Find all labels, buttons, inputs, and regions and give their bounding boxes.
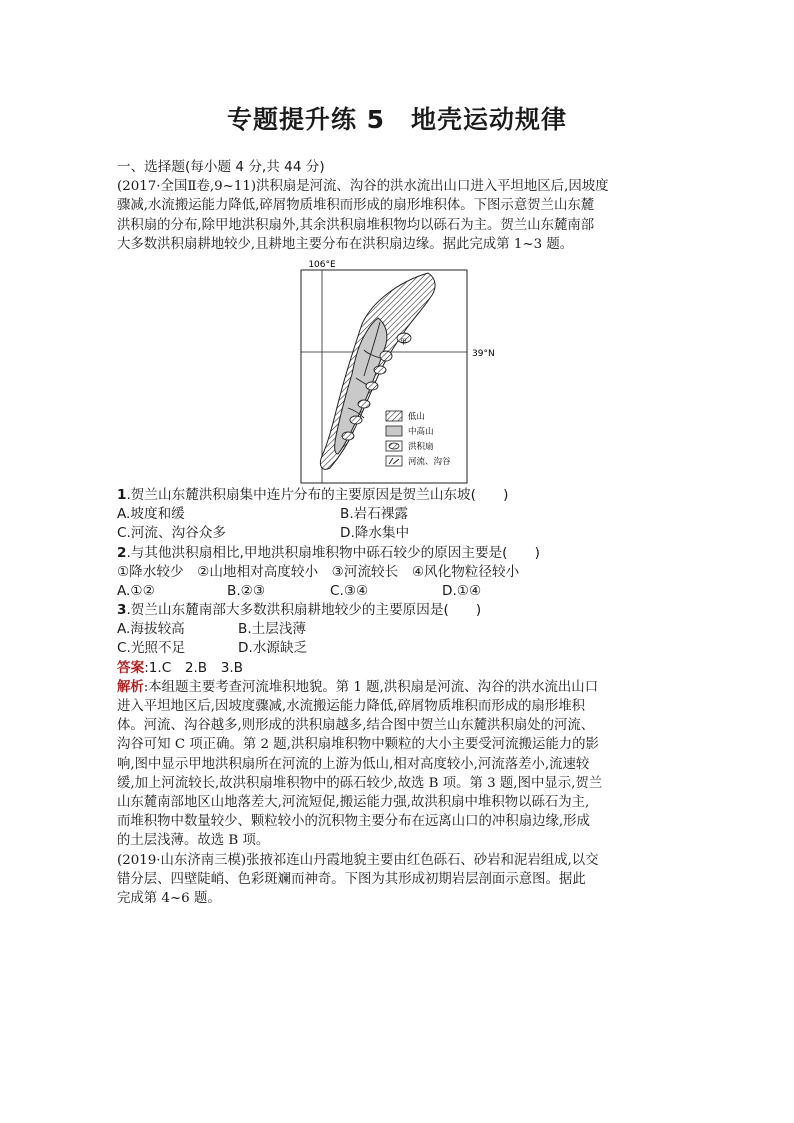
option-row	[117, 582, 681, 601]
option-b: B.土层浅薄	[238, 621, 307, 638]
analysis-line: 山东麓南部地区山地落差大,河流短促,搬运能力强,故洪积扇中堆积物以砾石为主,	[117, 794, 590, 810]
option-c: C.光照不足	[117, 640, 186, 657]
legend-mid-high-mountain: 中高山	[408, 426, 434, 437]
option-a: A.①②	[117, 582, 155, 599]
intro-line: 错分层、四壁陡峭、色彩斑斓而神奇。下图为其形成初期岩层剖面示意图。据此	[117, 871, 586, 887]
option-a: A.海拔较高	[117, 621, 185, 638]
option-row	[117, 524, 681, 543]
question-2	[117, 544, 681, 602]
option-a: A.坡度和缓	[117, 506, 185, 523]
intro-line: 大多数洪积扇耕地较少,且耕地主要分布在洪积扇边缘。据此完成第 1~3 题。	[117, 236, 574, 252]
option-c: C.河流、沟谷众多	[117, 525, 226, 542]
option-row	[117, 505, 681, 524]
question-stem: 2.与其他洪积扇相比,甲地洪积扇堆积物中砾石较少的原因主要是( )	[117, 544, 540, 561]
answer-text: :1.C 2.B 3.B	[144, 659, 244, 676]
page-title: 专题提升练 5 地壳运动规律	[226, 105, 568, 134]
intro-passage-1	[117, 177, 681, 254]
analysis-line: 而堆积物中数量较少、颗粒较小的沉积物主要分布在远离山口的冲积扇边缘,形成	[117, 814, 590, 830]
intro-line: 骤减,水流搬运能力降低,碎屑物质堆积而形成的扇形堆积体。下图示意贺兰山东麓	[117, 198, 595, 214]
longitude-label: 106°E	[308, 259, 336, 270]
analysis-line: 解析:本组题主要考查河流堆积地貌。第 1 题,洪积扇是河流、沟谷的洪水流出山口	[117, 679, 599, 695]
analysis-line: 响,图中显示甲地洪积扇所在河流的上游为低山,相对高度较小,河流落差小,流速较	[117, 756, 590, 772]
svg-text:甲: 甲	[400, 337, 407, 346]
question-3	[117, 601, 681, 659]
intro-line: 完成第 4~6 题。	[117, 890, 221, 906]
analysis-line: 进入平坦地区后,因坡度骤减,水流搬运能力降低,碎屑物质堆积而形成的扇形堆积	[117, 699, 586, 714]
answer-line	[117, 659, 681, 678]
analysis-line: 体。河流、沟谷越多,则形成的洪积扇越多,结合图中贺兰山东麓洪积扇处的河流、	[117, 718, 595, 734]
legend-alluvial-fan: 洪积扇	[408, 441, 434, 452]
alluvial-fan-map	[300, 258, 495, 484]
latitude-label: 39°N	[472, 348, 495, 359]
analysis-block	[117, 678, 681, 851]
intro-line: 洪积扇的分布,除甲地洪积扇外,其余洪积扇堆积物均以砾石为主。贺兰山东麓南部	[117, 217, 595, 233]
section-heading: 一、选择题(每小题 4 分,共 44 分)	[117, 159, 325, 175]
question-stem: 3.贺兰山东麓南部大多数洪积扇耕地较少的主要原因是( )	[117, 602, 482, 619]
intro-passage-2	[117, 851, 681, 909]
option-d: D.降水集中	[340, 525, 410, 542]
question-statements: ①降水较少 ②山地相对高度较小 ③河流较长 ④风化物粒径较小	[117, 563, 520, 580]
content-body	[117, 158, 681, 908]
legend-low-mountain: 低山	[408, 411, 426, 422]
analysis-line: 沟谷可知 C 项正确。第 2 题,洪积扇堆积物中颗粒的大小主要受河流搬运能力的影	[117, 737, 599, 753]
legend-river-gully: 河流、沟谷	[408, 456, 451, 467]
option-row	[117, 620, 681, 639]
option-b: B.岩石裸露	[340, 506, 409, 523]
analysis-label: 解析	[117, 679, 144, 695]
option-row	[117, 639, 681, 658]
intro-line: (2019·山东济南三模)张掖祁连山丹霞地貌主要由红色砾石、砂岩和泥岩组成,以交	[117, 852, 599, 868]
option-d: D.水源缺乏	[238, 640, 308, 657]
option-c: C.③④	[330, 582, 369, 599]
option-d: D.①④	[442, 582, 482, 599]
analysis-line: 缓,加上河流较长,故洪积扇堆积物中的砾石较少,故选 B 项。第 3 题,图中显示,贺兰	[117, 775, 603, 791]
intro-line: (2017·全国Ⅱ卷,9~11)洪积扇是河流、沟谷的洪水流出山口进入平坦地区后,因坡度	[117, 179, 609, 195]
analysis-line: 的土层浅薄。故选 B 项。	[117, 833, 270, 849]
option-b: B.②③	[227, 582, 266, 599]
question-stem: 1.贺兰山东麓洪积扇集中连片分布的主要原因是贺兰山东坡( )	[117, 486, 509, 503]
question-1	[117, 486, 681, 544]
answer-label: 答案	[117, 659, 145, 676]
helan-mountain-figure	[117, 258, 681, 486]
